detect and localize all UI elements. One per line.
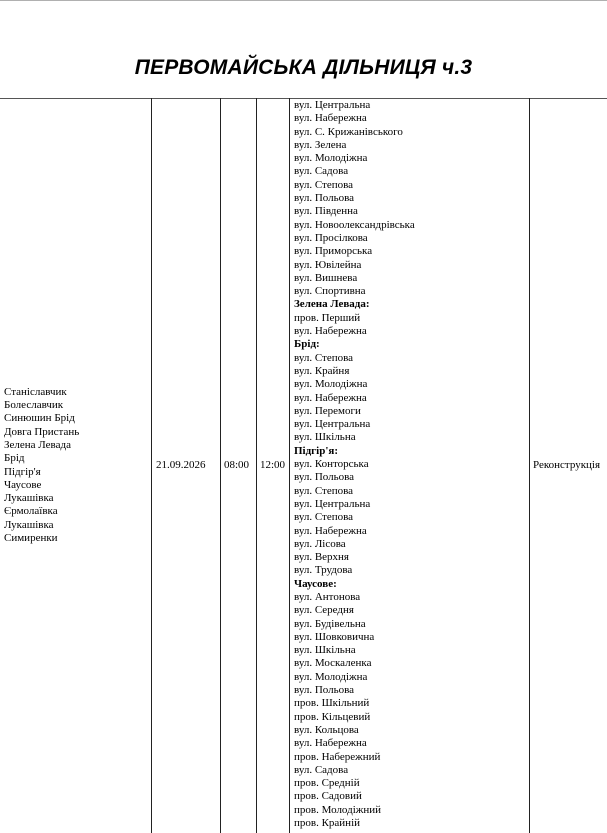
street-name: вул. Набережна bbox=[294, 391, 367, 404]
village-heading: Підгір'я: bbox=[294, 444, 339, 457]
column-divider bbox=[529, 98, 530, 833]
street-name: вул. Середня bbox=[294, 604, 354, 617]
street-name: вул. Молодіжна bbox=[294, 152, 368, 165]
street-name: пров. Шкільний bbox=[294, 697, 370, 710]
street-name: вул. Центральна bbox=[294, 99, 371, 111]
street-name: вул. Польова bbox=[294, 192, 355, 205]
street-name: вул. Молодіжна bbox=[294, 670, 368, 683]
villages-cell bbox=[4, 98, 149, 833]
street-name: вул. Польова bbox=[294, 471, 355, 484]
street-name: вул. Шовковична bbox=[294, 630, 375, 643]
street-name: вул. Зелена bbox=[294, 138, 347, 151]
column-divider bbox=[289, 98, 290, 833]
street-name: вул. Набережна bbox=[294, 524, 367, 537]
street-name: вул. Трудова bbox=[294, 564, 353, 577]
page-title: ПЕРВОМАЙСЬКА ДІЛЬНИЦЯ ч.3 bbox=[134, 56, 473, 79]
street-name: пров. Садовий bbox=[294, 790, 362, 803]
street-name: вул. Спортивна bbox=[294, 285, 366, 298]
street-name: вул. Приморська bbox=[294, 245, 373, 258]
time-to: 12:00 bbox=[260, 458, 286, 471]
village-name: Станіславчик bbox=[4, 385, 67, 398]
street-name: пров. Молодіжний bbox=[294, 803, 382, 816]
street-name: вул. Садова bbox=[294, 165, 349, 178]
village-name: Довга Пристань bbox=[4, 425, 80, 438]
street-name: пров. Кільцевий bbox=[294, 710, 371, 723]
village-name: Зелена Левада bbox=[4, 438, 71, 451]
date-cell bbox=[156, 98, 218, 833]
column-divider bbox=[220, 98, 221, 833]
column-divider bbox=[151, 98, 152, 833]
street-name: вул. Набережна bbox=[294, 737, 367, 750]
outage-reason: Реконструкція bbox=[533, 458, 601, 471]
village-name: Підгір'я bbox=[4, 465, 41, 478]
street-name: вул. Садова bbox=[294, 763, 349, 776]
street-name: вул. Степова bbox=[294, 178, 354, 191]
street-name: вул. Польова bbox=[294, 684, 355, 697]
villages-list bbox=[4, 386, 79, 546]
street-name: пров. Средній bbox=[294, 777, 360, 790]
village-name: Синюшин Брід bbox=[4, 412, 75, 425]
village-name: Єрмолаївка bbox=[4, 505, 58, 518]
street-name: вул. Набережна bbox=[294, 325, 367, 338]
street-name: вул. Антонова bbox=[294, 590, 361, 603]
street-name: вул. Кольцова bbox=[294, 723, 359, 736]
street-name: вул. Верхня bbox=[294, 551, 349, 564]
village-name: Болеславчик bbox=[4, 399, 64, 412]
village-name: Лукашівка bbox=[4, 518, 54, 531]
street-name: вул. Просілкова bbox=[294, 231, 368, 244]
street-name: вул. Ювілейна bbox=[294, 258, 362, 271]
street-name: вул. Степова bbox=[294, 484, 354, 497]
street-name: вул. Центральна bbox=[294, 418, 371, 431]
reason-cell bbox=[533, 98, 607, 833]
street-name: вул. Шкільна bbox=[294, 431, 356, 444]
street-name: вул. Лісова bbox=[294, 537, 346, 550]
village-heading: Брід: bbox=[294, 338, 320, 351]
village-heading: Чаусове: bbox=[294, 577, 337, 590]
outage-date: 21.09.2026 bbox=[156, 458, 206, 471]
street-name: вул. Крайня bbox=[294, 364, 350, 377]
village-name: Брід bbox=[4, 452, 25, 465]
street-name: вул. Будівельна bbox=[294, 617, 366, 630]
street-name: пров. Набережний bbox=[294, 750, 381, 763]
street-name: вул. С. Крижанівського bbox=[294, 125, 403, 138]
street-name: вул. Москаленка bbox=[294, 657, 372, 670]
time-to-cell bbox=[260, 98, 288, 833]
street-name: вул. Степова bbox=[294, 351, 354, 364]
village-heading: Зелена Левада: bbox=[294, 298, 370, 311]
street-name: вул. Молодіжна bbox=[294, 378, 368, 391]
time-from-cell bbox=[224, 98, 254, 833]
time-from: 08:00 bbox=[224, 458, 250, 471]
street-name: вул. Вишнева bbox=[294, 271, 358, 284]
street-name: вул. Степова bbox=[294, 511, 354, 524]
street-name: пров. Перший bbox=[294, 311, 361, 324]
street-name: вул. Перемоги bbox=[294, 404, 361, 417]
street-name: вул. Новоолександрівська bbox=[294, 218, 415, 231]
page-top-border bbox=[0, 0, 607, 1]
village-name: Симиренки bbox=[4, 531, 58, 544]
column-divider bbox=[256, 98, 257, 833]
street-name: вул. Шкільна bbox=[294, 644, 356, 657]
village-name: Лукашівка bbox=[4, 492, 54, 505]
village-name: Чаусове bbox=[4, 478, 42, 491]
street-name: вул. Конторська bbox=[294, 458, 369, 471]
street-name: пров. Крайній bbox=[294, 817, 361, 830]
street-name: вул. Набережна bbox=[294, 112, 367, 125]
streets-cell bbox=[294, 99, 526, 830]
street-name: вул. Центральна bbox=[294, 497, 371, 510]
street-name: вул. Південна bbox=[294, 205, 358, 218]
